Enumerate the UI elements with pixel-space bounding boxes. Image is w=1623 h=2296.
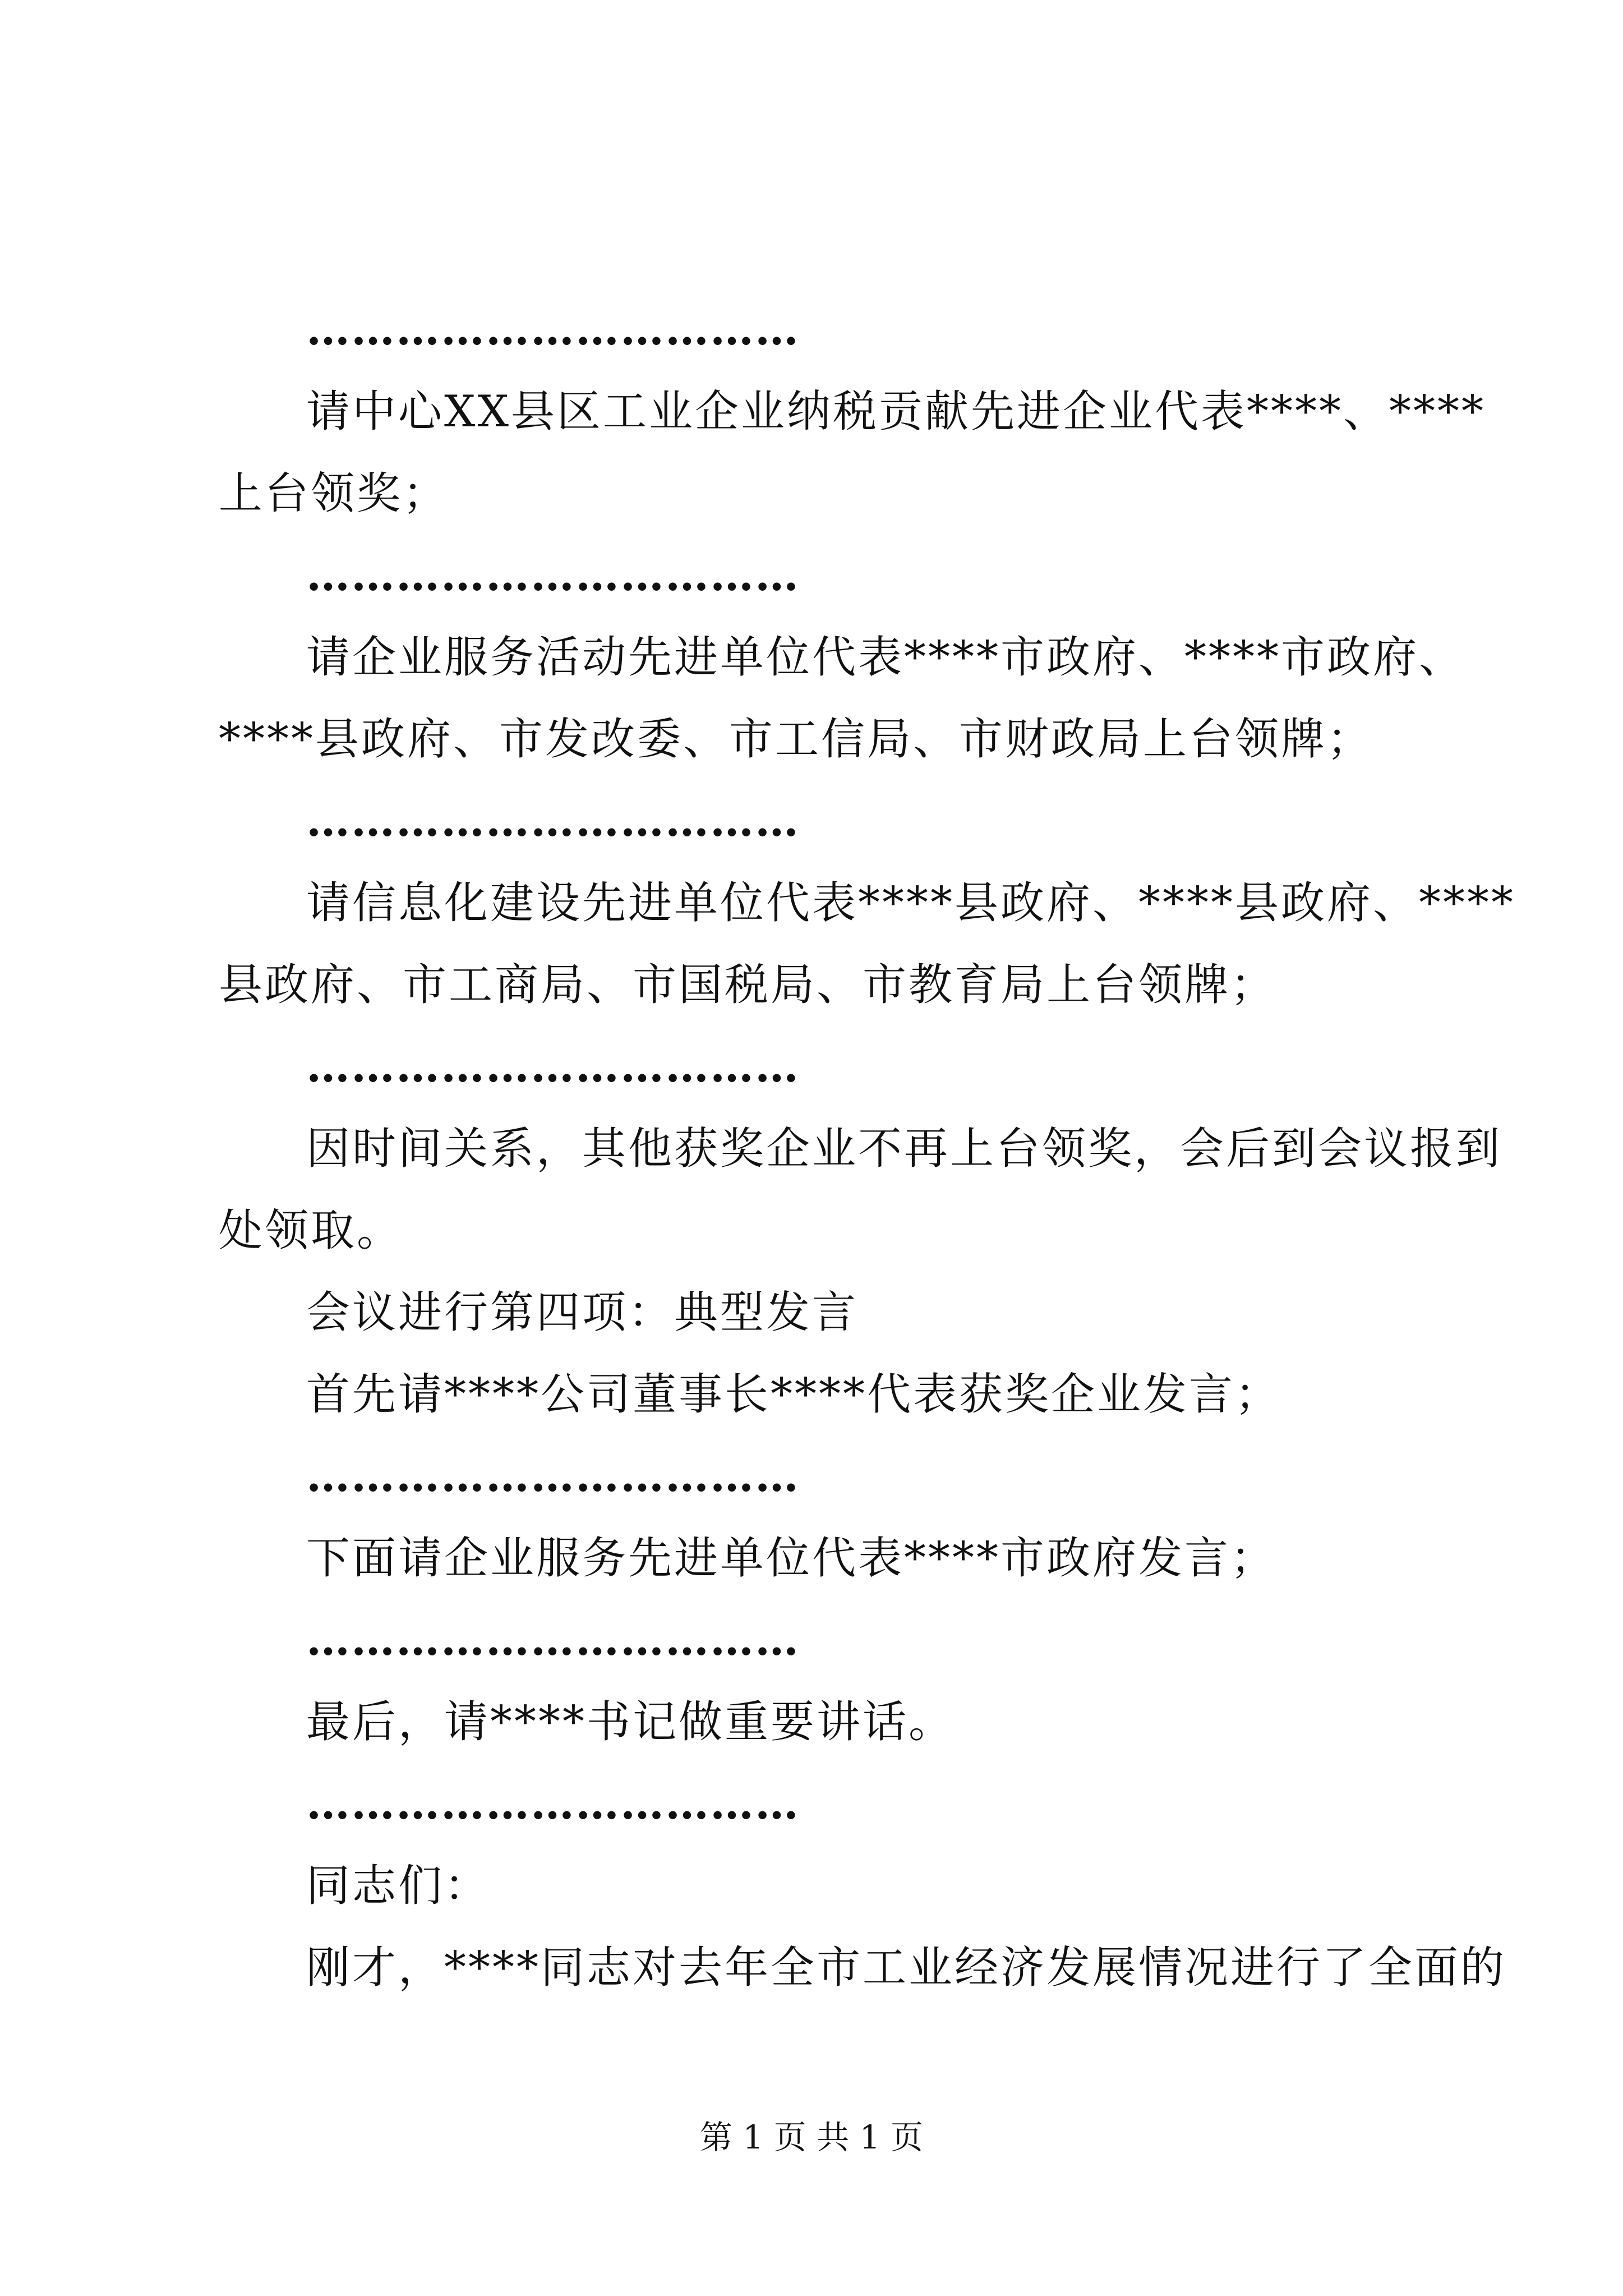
ellipsis-separator: …………………………… [306,1451,800,1502]
paragraph-line: ****县政府、市发改委、市工信局、市财政局上台领牌； [219,714,1373,765]
ellipsis-separator: …………………………… [306,1778,800,1829]
paragraph-speech-opening: 刚才，****同志对去年全市工业经济发展情况进行了全面的 [306,1943,1507,1993]
paragraph-final-speech: 最后，请****书记做重要讲话。 [306,1697,955,1747]
paragraph-other-winners [219,1108,1502,1272]
paragraph-line: 县政府、市工商局、市国税局、市教育局上台领牌； [219,960,1277,1010]
page-number-footer: 第 1 页 共 1 页 [700,2118,923,2156]
document-body [219,289,1516,2009]
paragraph-line: 请企业服务活动先进单位代表****市政府、****市政府、 [306,632,1465,683]
ellipsis-separator: …………………………… [306,1614,800,1665]
paragraph-line: 请中心XX县区工业企业纳税贡献先进企业代表****、**** [306,386,1486,437]
paragraph-award-enterprise-service [219,616,1465,780]
ellipsis-separator: …………………………… [306,1041,800,1092]
paragraph-first-speaker: 首先请****公司董事长****代表获奖企业发言； [306,1369,1281,1420]
paragraph-award-informatization [219,862,1516,1026]
paragraph-line: 上台领奖； [219,468,449,519]
paragraph-line: 处领取。 [219,1205,403,1256]
ellipsis-separator: …………………………… [306,795,800,846]
salutation: 同志们： [306,1861,491,1911]
agenda-item-heading: 会议进行第四项：典型发言 [306,1287,859,1338]
paragraph-second-speaker: 下面请企业服务先进单位代表****市政府发言； [306,1533,1277,1584]
ellipsis-separator: …………………………… [306,550,800,601]
paragraph-line: 因时间关系，其他获奖企业不再上台领奖，会后到会议报到 [306,1124,1502,1174]
paragraph-award-tax-contributors [219,371,1486,535]
paragraph-line: 请信息化建设先进单位代表****县政府、****县政府、**** [306,878,1516,928]
ellipsis-separator: …………………………… [306,304,800,355]
